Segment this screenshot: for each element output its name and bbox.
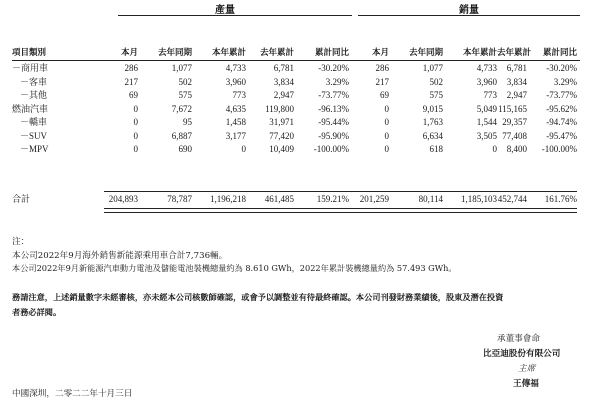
total-table	[12, 193, 577, 207]
chairman-title: 主席	[518, 364, 536, 374]
sales-group-header: 銷量	[459, 5, 479, 16]
cell: 2,947	[273, 90, 294, 100]
cell: -94.74%	[546, 117, 577, 127]
cell: -96.13%	[318, 103, 349, 114]
total-cell: 204,893	[108, 194, 138, 204]
col-header: 去年累計	[497, 48, 532, 58]
total-double-rule	[104, 208, 577, 213]
total-cell: 1,185,103	[461, 194, 497, 204]
cell: 0	[133, 144, 138, 154]
cell: -95.62%	[546, 103, 577, 114]
total-cell: 80,114	[418, 194, 443, 204]
total-cell: 159.21%	[316, 194, 349, 204]
cell: 0	[384, 144, 389, 154]
table-row	[12, 130, 577, 144]
cell: 502	[429, 76, 443, 87]
cell: 1,077	[171, 63, 192, 73]
total-label: 合計	[12, 194, 31, 204]
col-header: 去年同期	[157, 48, 192, 58]
cell: 0	[133, 130, 138, 141]
cell: 217	[124, 76, 138, 87]
cell: -95.47%	[546, 130, 577, 141]
col-header: 本月	[371, 48, 389, 58]
row-label: 燃油汽車	[12, 103, 49, 114]
total-cell: 161.76%	[544, 194, 577, 204]
cell: 119,800	[265, 103, 294, 114]
cell: 502	[178, 76, 192, 87]
cell: 3,960	[225, 76, 246, 87]
cell: 31,971	[269, 117, 294, 127]
cell: 7,672	[171, 103, 192, 114]
cell: 0	[384, 117, 389, 127]
notes-heading: 注：	[12, 237, 30, 247]
table-row	[12, 116, 577, 130]
total-cell: 78,787	[167, 194, 192, 204]
cell: 9,015	[422, 103, 443, 114]
warning-line-1: 務請注意，上述銷量數字未經審核，亦未經本公司核數師確認，或會予以調整並有待最終確認。本公司刊發財務業績後，股東及潛在投資	[12, 292, 504, 302]
total-cell: 1,196,218	[210, 194, 246, 204]
header-bottom-rule	[12, 60, 580, 61]
col-header: 累計同比	[542, 48, 577, 58]
cell: 3,834	[506, 76, 527, 87]
cell: 1,544	[476, 117, 497, 127]
cell: 95	[183, 117, 192, 127]
cell: 77,408	[502, 130, 527, 141]
col-header: 累計同比	[314, 48, 349, 58]
col-header: 本月	[120, 48, 138, 58]
cell: -100.00%	[541, 144, 577, 154]
table-row	[12, 62, 577, 76]
cell: 575	[429, 90, 443, 100]
cell: 1,458	[225, 117, 246, 127]
cell: 618	[429, 144, 443, 154]
company-name: 比亞迪股份有限公司	[483, 349, 561, 359]
chairman-name: 王傳福	[513, 379, 539, 389]
row-label: －MPV	[20, 144, 49, 154]
cell: -95.44%	[318, 117, 349, 127]
sales-header-rule	[358, 15, 580, 16]
row-label: －其他	[20, 90, 48, 100]
note-line-2: 本公司2022年9月新能源汽車動力電池及儲能電池裝機總量約為 8.610 GWh，2022年累計裝機總量約為 57.493 GWh。	[12, 263, 457, 273]
cell: 5,049	[476, 103, 497, 114]
table-row	[12, 103, 577, 117]
cell: 29,357	[502, 117, 527, 127]
table-row	[12, 76, 577, 90]
place-date: 中國深圳，二零二二年十月三日	[12, 389, 133, 399]
cell: -73.77%	[546, 90, 577, 100]
note-line-1: 本公司2022年9月海外銷售新能源乘用車合計7,736輛。	[12, 251, 228, 261]
cell: 6,634	[422, 130, 443, 141]
cell: 690	[178, 144, 192, 154]
cell: 3,960	[476, 76, 497, 87]
cell: 6,887	[171, 130, 192, 141]
table-row	[12, 89, 577, 103]
total-cell: 201,259	[359, 194, 389, 204]
cell: 0	[384, 103, 389, 114]
cell: 4,635	[225, 103, 246, 114]
row-label: －商用車	[12, 63, 49, 73]
production-header-rule	[118, 15, 352, 16]
cell: 6,781	[506, 63, 527, 73]
cell: -95.90%	[318, 130, 349, 141]
cell: 0	[133, 103, 138, 114]
total-row	[12, 193, 577, 207]
col-header: 去年累計	[259, 48, 294, 58]
total-cell: 452,744	[497, 194, 527, 204]
cell: 2,947	[506, 90, 527, 100]
cell: 77,420	[269, 130, 294, 141]
cell: 3,177	[225, 130, 246, 141]
cell: 217	[375, 76, 389, 87]
table-row	[12, 143, 577, 157]
cell: 69	[129, 90, 138, 100]
category-header: 項目類別	[12, 48, 47, 58]
cell: 3.29%	[553, 76, 577, 87]
cell: 0	[133, 117, 138, 127]
col-header: 本年累計	[211, 48, 246, 58]
row-label: －客車	[20, 76, 48, 87]
cell: 69	[380, 90, 389, 100]
cell: -30.20%	[318, 63, 349, 73]
cell: 0	[492, 144, 497, 154]
cell: 286	[375, 63, 389, 73]
cell: 6,781	[273, 63, 294, 73]
cell: 115,165	[498, 103, 527, 114]
production-group-header: 產量	[215, 5, 235, 16]
warning-line-2: 者務必詳閱。	[12, 307, 62, 317]
cell: -100.00%	[313, 144, 349, 154]
cell: -30.20%	[546, 63, 577, 73]
data-table	[12, 62, 577, 157]
cell: 0	[384, 130, 389, 141]
cell: 575	[178, 90, 192, 100]
cell: -73.77%	[318, 90, 349, 100]
cell: 773	[232, 90, 246, 100]
cell: 1,077	[422, 63, 443, 73]
row-label: －SUV	[20, 130, 48, 141]
col-header: 去年同期	[408, 48, 443, 58]
cell: 773	[483, 90, 497, 100]
cell: 1,763	[422, 117, 443, 127]
cell: 3,505	[476, 130, 497, 141]
cell: 0	[241, 144, 246, 154]
col-header: 本年累計	[462, 48, 497, 58]
cell: 10,409	[269, 144, 294, 154]
cell: 286	[124, 63, 138, 73]
cell: 3,834	[273, 76, 294, 87]
total-cell: 461,485	[264, 194, 294, 204]
cell: 4,733	[476, 63, 497, 73]
cell: 3.29%	[325, 76, 349, 87]
cell: 4,733	[225, 63, 246, 73]
total-top-rule	[104, 191, 577, 192]
cell: 8,400	[506, 144, 527, 154]
by-order-text: 承董事會命	[497, 334, 540, 344]
row-label: －轎車	[20, 117, 48, 127]
